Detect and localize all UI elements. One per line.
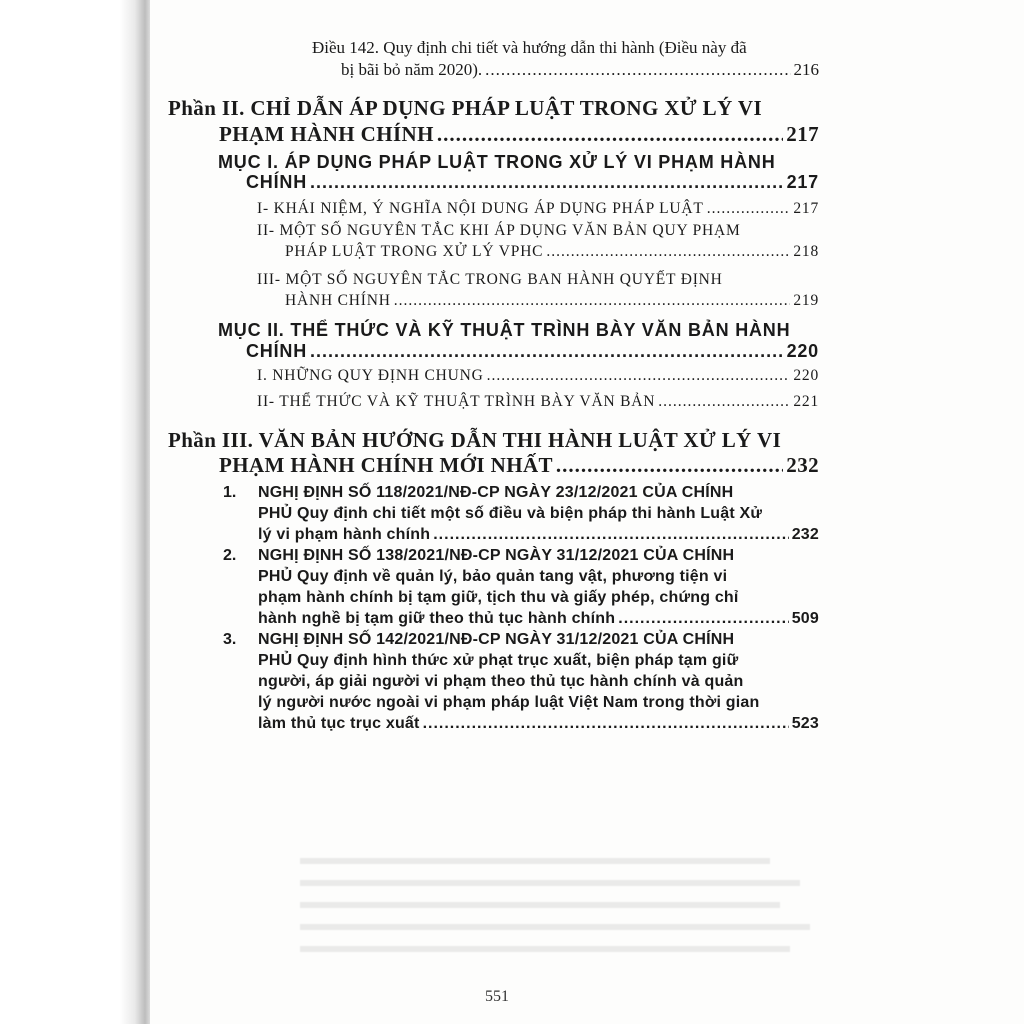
section-heading: CHÍNH — [246, 172, 307, 192]
subsection-entry — [285, 292, 819, 310]
decree-number: 2. — [223, 547, 237, 564]
subsection-text: II- THỂ THỨC VÀ KỸ THUẬT TRÌNH BÀY VĂN BẢN — [257, 393, 656, 410]
subsection-text: I. NHỮNG QUY ĐỊNH CHUNG — [257, 367, 484, 384]
page-ref: 221 — [793, 393, 819, 410]
decree-text: PHỦ Quy định hình thức xử phạt trục xuất, biện pháp tạm giữ — [258, 652, 739, 669]
decree-number: 3. — [223, 631, 237, 648]
subsection-text: III- MỘT SỐ NGUYÊN TẮC TRONG BAN HÀNH QUYẾT ĐỊNH — [257, 271, 723, 288]
page-ref: 220 — [793, 367, 819, 384]
subsection-entry — [257, 200, 819, 218]
page-number: 551 — [485, 988, 509, 1005]
leader-dots — [546, 243, 790, 261]
leader-dots — [310, 341, 784, 362]
decree-text: lý vi phạm hành chính — [258, 526, 431, 543]
decree-text: làm thủ tục trục xuất — [258, 715, 420, 732]
page-ref: 216 — [793, 60, 819, 79]
decree-text: phạm hành chính bị tạm giữ, tịch thu và giấy phép, chứng chỉ — [258, 589, 739, 606]
part-heading: Phần III. VĂN BẢN HƯỚNG DẪN THI HÀNH LUẬT XỬ LÝ VI — [168, 428, 782, 452]
page-ref: 523 — [791, 715, 819, 732]
section-heading: MỤC I. ÁP DỤNG PHÁP LUẬT TRONG XỬ LÝ VI PHẠM HÀNH — [218, 152, 776, 172]
subsection-text: PHÁP LUẬT TRONG XỬ LÝ VPHC — [285, 243, 544, 260]
section-heading: MỤC II. THỂ THỨC VÀ KỸ THUẬT TRÌNH BÀY VĂN BẢN HÀNH — [218, 320, 791, 340]
subsection-text: I- KHÁI NIỆM, Ý NGHĨA NỘI DUNG ÁP DỤNG PHÁP LUẬT — [257, 200, 704, 217]
bleed-through — [300, 850, 820, 980]
page-ref: 218 — [793, 243, 819, 260]
leader-dots — [423, 715, 789, 733]
page-ref: 232 — [791, 526, 819, 543]
part-heading: PHẠM HÀNH CHÍNH MỚI NHẤT — [219, 453, 553, 477]
decree-text: NGHỊ ĐỊNH SỐ 138/2021/NĐ-CP NGÀY 31/12/2021 CỦA CHÍNH — [258, 547, 735, 564]
page-ref: 220 — [786, 341, 819, 361]
decree-text: lý người nước ngoài vi phạm pháp luật Việt Nam trong thời gian — [258, 694, 760, 711]
section-heading: CHÍNH — [246, 341, 307, 361]
entry-text: Điều 142. Quy định chi tiết và hướng dẫn thi hành (Điều này đã — [312, 38, 747, 57]
leader-dots — [707, 200, 791, 218]
decree-text: NGHỊ ĐỊNH SỐ 118/2021/NĐ-CP NGÀY 23/12/2021 CỦA CHÍNH — [258, 484, 734, 501]
page-ref: 509 — [791, 610, 819, 627]
subsection-text: HÀNH CHÍNH — [285, 292, 391, 309]
leader-dots — [485, 60, 790, 80]
page-ref: 217 — [786, 122, 819, 146]
decree-text: hành nghề bị tạm giữ theo thủ tục hành chính — [258, 610, 616, 627]
subsection-entry — [285, 243, 819, 261]
leader-dots — [556, 453, 783, 478]
leader-dots — [310, 172, 784, 193]
leader-dots — [433, 526, 788, 544]
decree-text: PHỦ Quy định về quản lý, bảo quản tang vật, phương tiện vi — [258, 568, 728, 585]
leader-dots — [394, 292, 791, 310]
subsection-entry — [257, 367, 819, 385]
page-edge-shadow — [0, 0, 165, 1024]
part-heading: PHẠM HÀNH CHÍNH — [219, 122, 434, 146]
page-ref: 219 — [793, 292, 819, 309]
subsection-entry — [257, 393, 819, 411]
leader-dots — [437, 122, 783, 147]
decree-text: PHỦ Quy định chi tiết một số điều và biện pháp thi hành Luật Xử — [258, 505, 763, 522]
decree-number: 1. — [223, 484, 237, 501]
leader-dots — [487, 367, 791, 385]
leader-dots — [658, 393, 790, 411]
decree-text: người, áp giải người vi phạm theo thủ tục hành chính và quản — [258, 673, 744, 690]
page-ref: 217 — [786, 172, 819, 192]
page-ref: 217 — [793, 200, 819, 217]
page-ref: 232 — [786, 453, 819, 477]
leader-dots — [618, 610, 788, 628]
entry-text: bị bãi bỏ năm 2020). — [341, 60, 483, 79]
subsection-text: II- MỘT SỐ NGUYÊN TẮC KHI ÁP DỤNG VĂN BẢN QUY PHẠM — [257, 222, 741, 239]
decree-text: NGHỊ ĐỊNH SỐ 142/2021/NĐ-CP NGÀY 31/12/2021 CỦA CHÍNH — [258, 631, 735, 648]
part-heading: Phần II. CHỈ DẪN ÁP DỤNG PHÁP LUẬT TRONG XỬ LÝ VI — [168, 96, 763, 120]
